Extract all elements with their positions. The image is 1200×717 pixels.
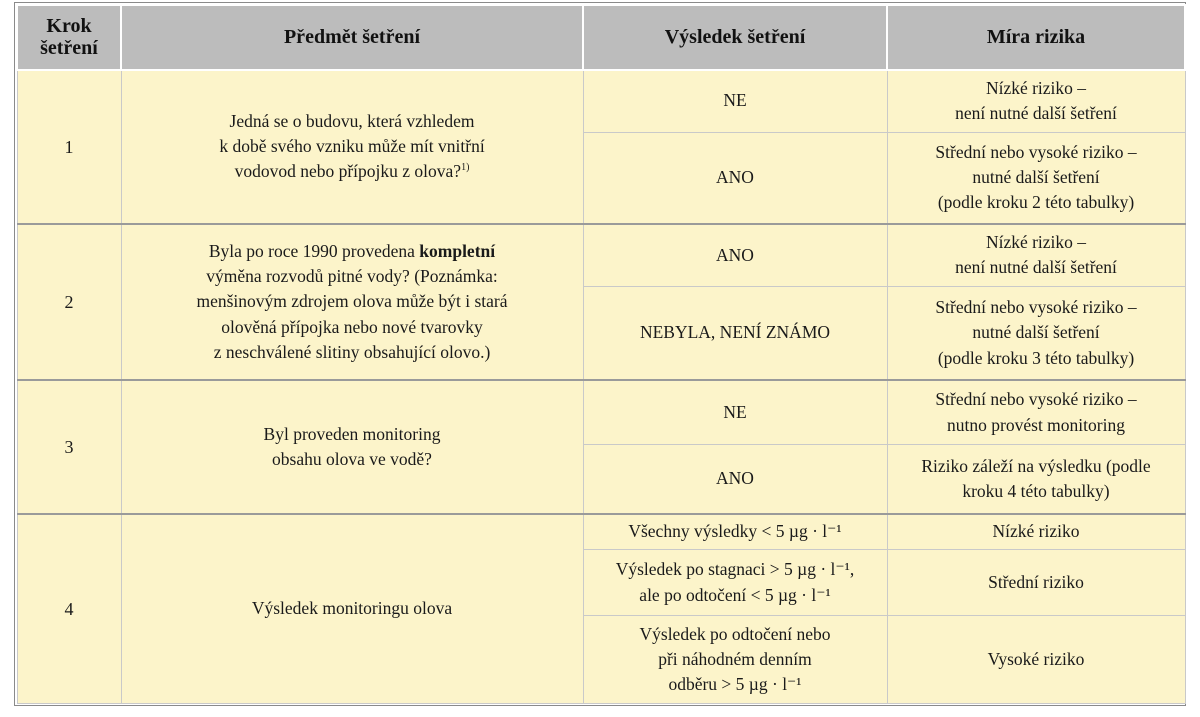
risk-cell: Vysoké riziko	[887, 616, 1185, 704]
risk-cell: Riziko záleží na výsledku (podle kroku 4 této tabulky)	[887, 445, 1185, 514]
risk-cell: Střední riziko	[887, 549, 1185, 616]
step-number: 1	[17, 70, 121, 224]
lead-risk-assessment-table	[16, 4, 1186, 704]
risk-cell: Střední nebo vysoké riziko – nutné další šetření (podle kroku 2 této tabulky)	[887, 132, 1185, 224]
result-cell: NE	[583, 70, 887, 133]
subject-text-pre: Byla po roce 1990 provedena	[208, 240, 420, 261]
result-cell: ANO	[583, 132, 887, 224]
header-result: Výsledek šetření	[583, 5, 887, 70]
header-step: Krok šetření	[17, 5, 121, 70]
risk-cell: Střední nebo vysoké riziko – nutné další šetření (podle kroku 3 této tabulky)	[887, 286, 1185, 380]
result-cell: NE	[583, 380, 887, 445]
header-subject: Předmět šetření	[121, 5, 583, 70]
footnote-marker: 1)	[461, 162, 470, 174]
result-cell: ANO	[583, 445, 887, 514]
step-number: 4	[17, 514, 121, 704]
table-row	[17, 224, 1185, 287]
table-row	[17, 70, 1185, 133]
risk-cell: Nízké riziko	[887, 514, 1185, 549]
risk-cell: Střední nebo vysoké riziko – nutno provést monitoring	[887, 380, 1185, 445]
result-cell: ANO	[583, 224, 887, 287]
risk-cell: Nízké riziko – není nutné další šetření	[887, 70, 1185, 133]
table-row	[17, 380, 1185, 445]
result-cell: Všechny výsledky < 5 µg · l⁻¹	[583, 514, 887, 549]
subject-cell	[121, 70, 583, 224]
step-number: 3	[17, 380, 121, 513]
subject-cell: Byl proveden monitoring obsahu olova ve vodě?	[121, 380, 583, 513]
step-number: 2	[17, 224, 121, 380]
result-cell: NEBYLA, NENÍ ZNÁMO	[583, 286, 887, 380]
subject-text-post: výměna rozvodů pitné vody? (Poznámka: menšinovým zdrojem olova může být i stará olověná přípojka nebo nové tvarovky z neschválené slitiny obsahující olovo.)	[196, 266, 508, 363]
subject-cell	[121, 224, 583, 380]
subject-text-bold: kompletní	[419, 240, 496, 261]
header-risk: Míra rizika	[887, 5, 1185, 70]
table-row	[17, 514, 1185, 549]
header-row	[17, 5, 1185, 70]
risk-cell: Nízké riziko – není nutné další šetření	[887, 224, 1185, 287]
subject-cell: Výsledek monitoringu olova	[121, 514, 583, 704]
result-cell: Výsledek po stagnaci > 5 µg · l⁻¹, ale po odtočení < 5 µg · l⁻¹	[583, 549, 887, 616]
result-cell: Výsledek po odtočení nebo při náhodném denním odběru > 5 µg · l⁻¹	[583, 616, 887, 704]
subject-text: Jedná se o budovu, která vzhledem k době svého vzniku může mít vnitřní vodovod nebo přípojku z olova?	[219, 110, 485, 182]
